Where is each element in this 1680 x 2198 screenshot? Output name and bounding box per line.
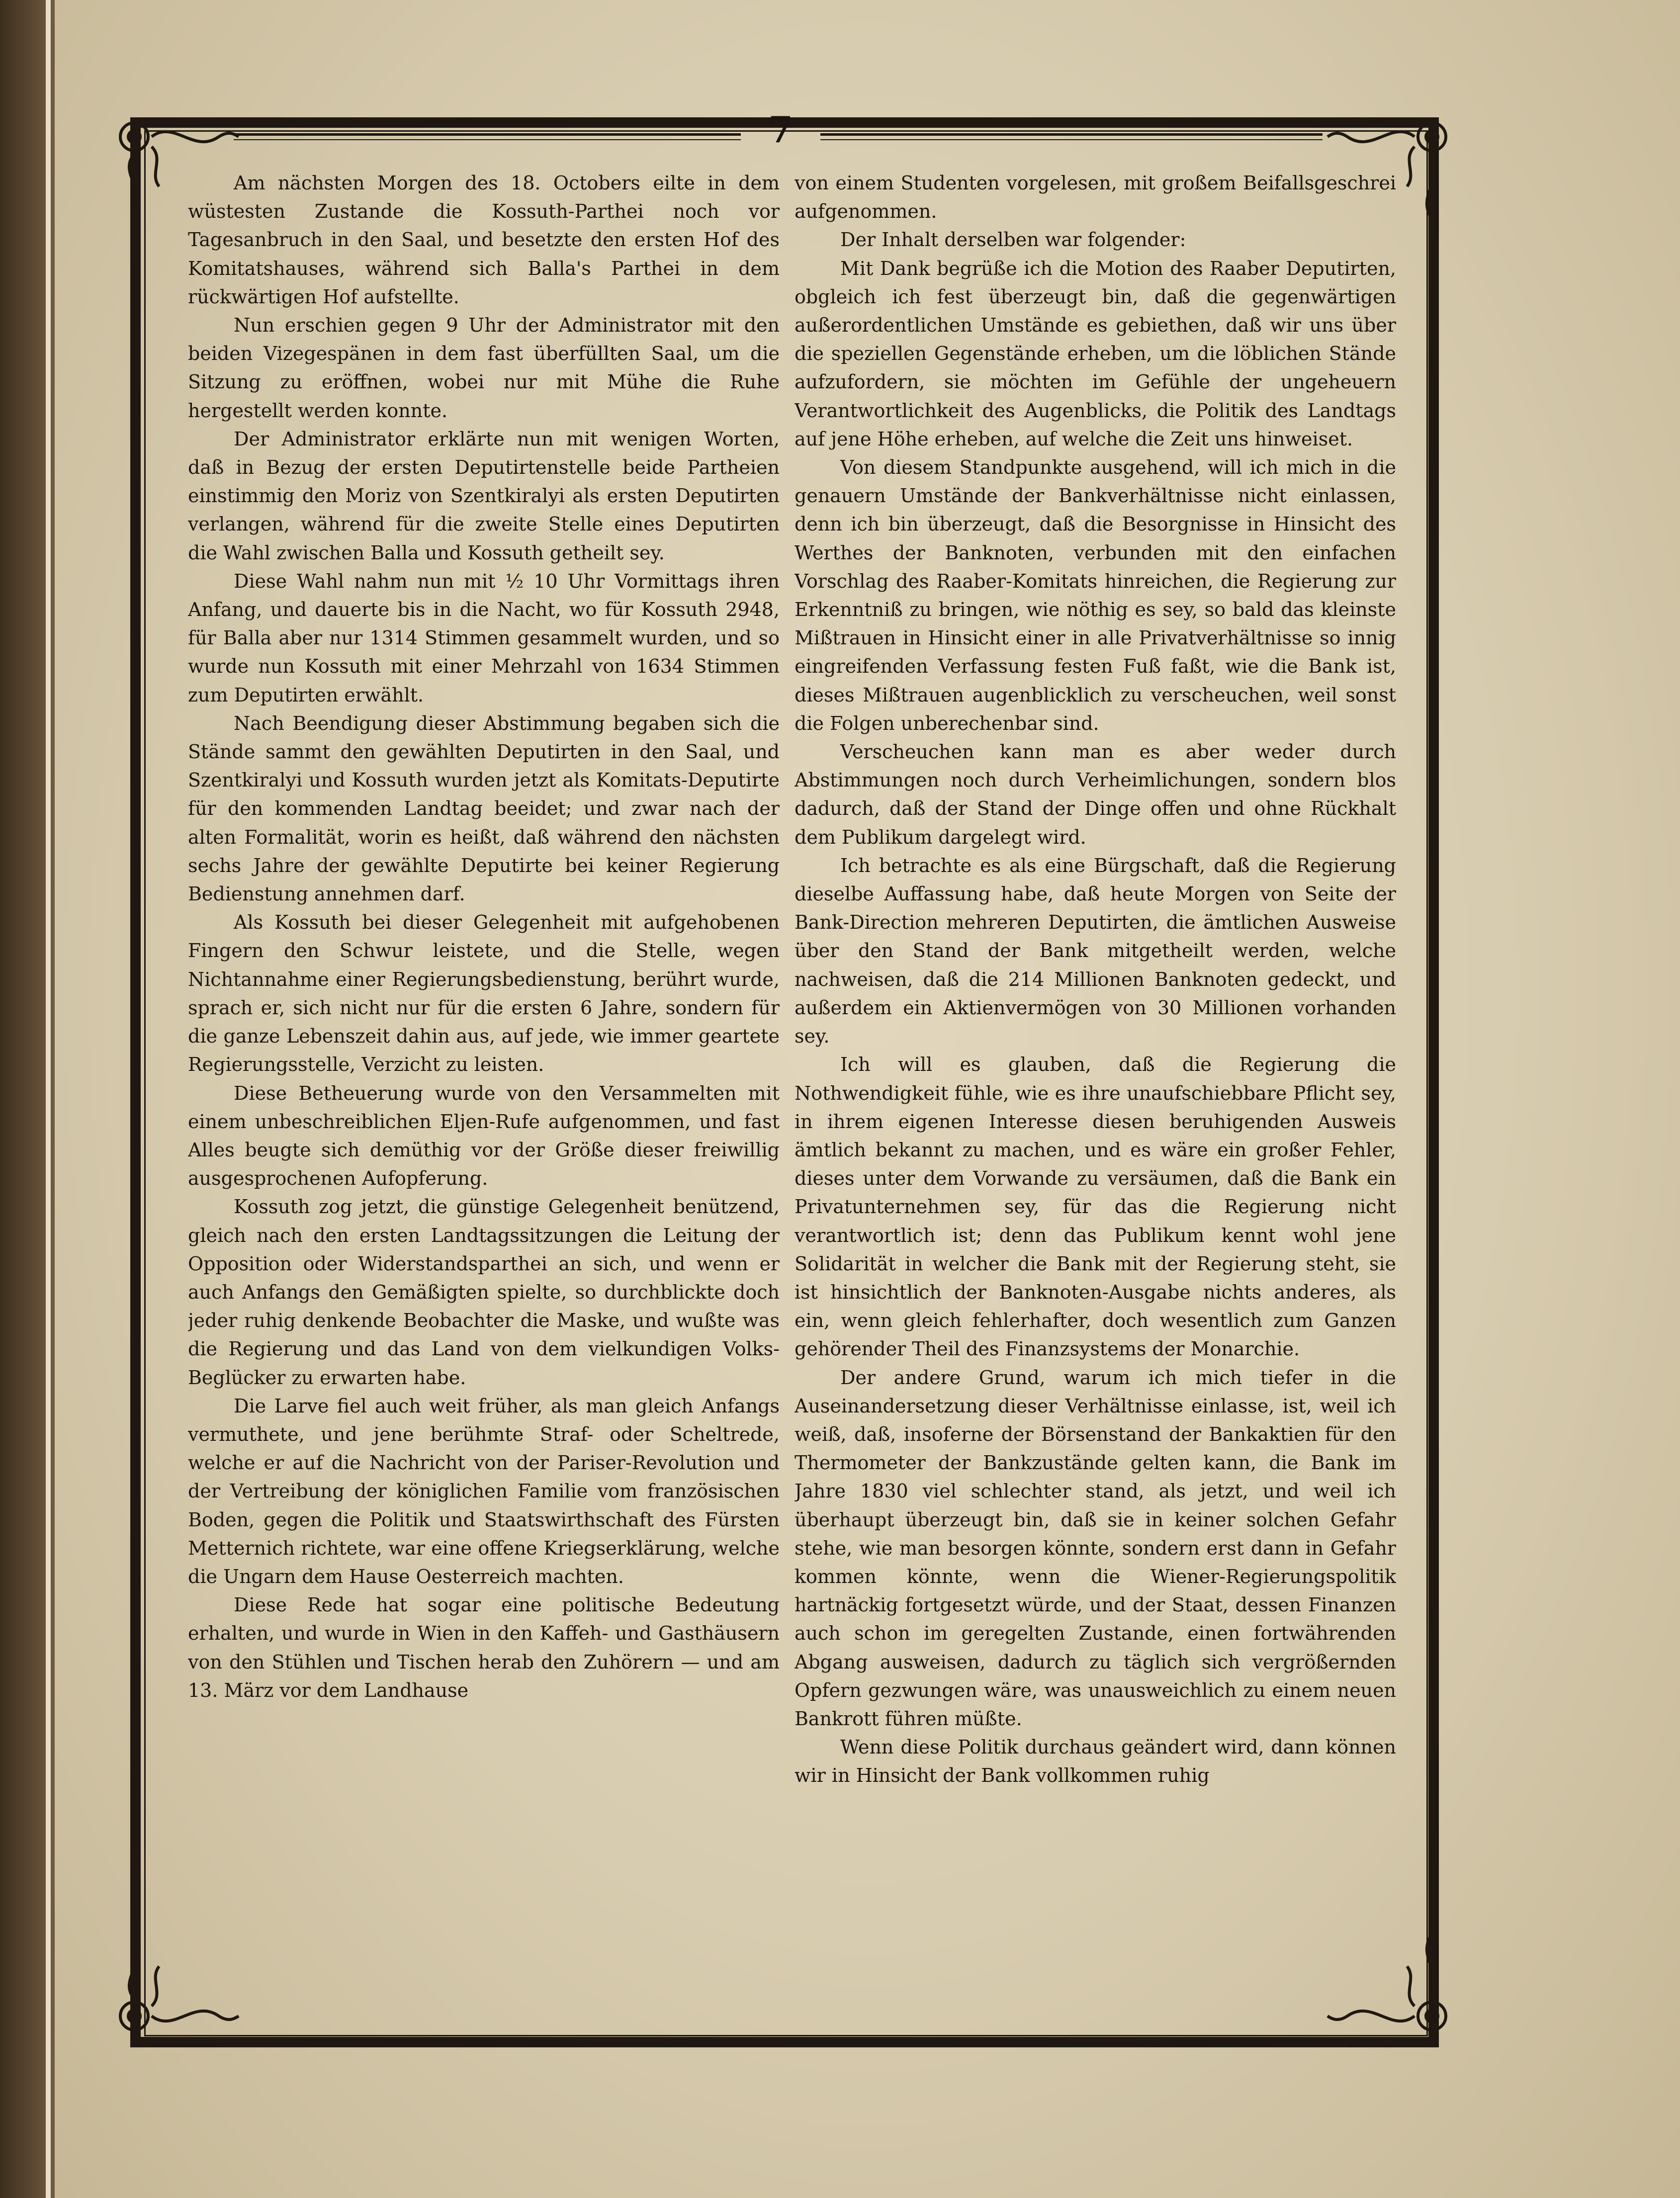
paragraph: Mit Dank begrüße ich die Motion des Raaber Deputirten, obgleich ich fest überzeugt bin, daß die gegenwärtigen außerordentlichen Umstände es gebiethen, daß wir uns über die speziellen Gegenstände erheben, um die löblichen Stände aufzufordern, sie möchten im Gefühle der ungeheuern Verantwortlichkeit des Augenblicks, die Politik des Landtags auf jene Höhe erheben, auf welche die Zeit uns hinweiset. (795, 257, 1396, 450)
paragraph: Als Kossuth bei dieser Gelegenheit mit aufgehobenen Fingern den Schwur leistete, und die Stelle, wegen Nichtannahme einer Regierungsbedienstung, berührt wurde, sprach er, sich nicht nur für die ersten 6 Jahre, sondern für die ganze Lebenszeit dahin aus, auf jede, wie immer geartete Regierungsstelle, Verzicht zu leisten. (188, 911, 780, 1076)
paragraph: Von diesem Standpunkte ausgehend, will ich mich in die genauern Umstände der Bankverhältnisse nicht einlassen, denn ich bin überzeugt, daß die Besorgnisse in Hinsicht des Werthes der Banknoten, verbunden mit den einfachen Vorschlag des Raaber-Komitats hinreichen, die Regierung zur Erkenntniß zu bringen, wie nöthig es sey, so bald das kleinste Mißtrauen in Hinsicht einer in alle Privatverhältnisse so innig eingreifenden Verfassung festen Fuß faßt, wie die Bank ist, dieses Mißtrauen augenblicklich zu verscheuchen, weil sonst die Folgen unberechenbar sind. (795, 456, 1396, 734)
paragraph: Kossuth zog jetzt, die günstige Gelegenheit benützend, gleich nach den ersten Landtagssitzungen die Leitung der Opposition oder Widerstandsparthei an sich, und wenn er auch Anfangs den Gemäßigten spielte, so durchblickte doch jeder ruhig denkende Beobachter die Maske, und wußte was die Regierung und das Land von dem vielkundigen Volks-Beglücker zu erwarten habe. (188, 1196, 780, 1389)
paragraph: Ich will es glauben, daß die Regierung die Nothwendigkeit fühle, wie es ihre unaufschiebbare Pflicht sey, in ihrem eigenen Interesse diesen beruhigenden Ausweis ämtlich bekannt zu machen, und es wäre ein großer Fehler, dieses unter dem Vorwande zu versäumen, daß die Bank ein Privatunternehmen sey, für das die Regierung nicht verantwortlich ist; denn das Publikum kennt wohl jene Solidarität in welcher die Bank mit der Regierung steht, sie ist hinsichtlich der Banknoten-Ausgabe nichts anderes, als ein, wenn gleich fehlerhafter, doch wesentlich zum Ganzen gehörender Theil des Finanzsystems der Monarchie. (795, 1054, 1396, 1360)
header-rule-left (234, 133, 741, 136)
paragraph: Diese Wahl nahm nun mit ½ 10 Uhr Vormittags ihren Anfang, und dauerte bis in die Nacht, wo für Kossuth 2948, für Balla aber nur 1314 Stimmen gesammelt wurden, und so wurde nun Kossuth mit einer Mehrzahl von 1634 Stimmen zum Deputirten erwählt. (188, 570, 780, 706)
paragraph: Verscheuchen kann man es aber weder durch Abstimmungen noch durch Verheimlichungen, sondern blos dadurch, daß der Stand der Dinge offen und ohne Rückhalt dem Publikum dargelegt wird. (795, 741, 1396, 848)
paragraph: Die Larve fiel auch weit früher, als man gleich Anfangs vermuthete, und jene berühmte Straf- oder Scheltrede, welche er auf die Nachricht von der Pariser-Revolution und der Vertreibung der königlichen Familie vom französischen Boden, gegen die Politik und Staatswirthschaft des Fürsten Metternich richtete, war eine offene Kriegserklärung, welche die Ungarn dem Hause Oesterreich machten. (188, 1395, 780, 1587)
paragraph: Der Inhalt derselben war folgender: (840, 229, 1186, 251)
paragraph: Wenn diese Politik durchaus geändert wird, dann können wir in Hinsicht der Bank vollkommen ruhig (795, 1736, 1396, 1787)
paragraph: Am nächsten Morgen des 18. Octobers eilte in dem wüstesten Zustande die Kossuth-Parthei noch vor Tagesanbruch in den Saal, und besetzte den ersten Hof des Komitatshauses, während sich Balla's Parthei in dem rückwärtigen Hof aufstellte. (188, 172, 780, 308)
paragraph: Diese Betheuerung wurde von den Versammelten mit einem unbeschreiblichen Eljen-Rufe aufgenommen, und fast Alles beugte sich demüthig vor der Größe dieser freiwillig ausgesprochenen Aufopferung. (188, 1082, 780, 1190)
paragraph: Der andere Grund, warum ich mich tiefer in die Auseinandersetzung dieser Verhältnisse einlasse, ist, weil ich weiß, daß, insoferne der Börsenstand der Bankaktien für den Thermometer der Bankzustände gelten kann, die Bank im Jahre 1830 viel schlechter stand, als jetzt, und weil ich überhaupt überzeugt bin, daß sie in keiner solchen Gefahr stehe, wie man besorgen könnte, sondern erst dann in Gefahr kommen könnte, wenn die Wiener-Regierungspolitik hartnäckig fortgesetzt würde, und der Staat, dessen Finanzen auch schon im geregelten Zustande, einen fortwährenden Abgang ausweisen, dadurch zu täglich sich vergrößernden Opfern gezwungen wäre, was unausweichlich zu einem neuen Bankrott führen müßte. (795, 1366, 1396, 1730)
right-column (795, 169, 1396, 1939)
paragraph: Der Administrator erklärte nun mit wenigen Worten, daß in Bezug der ersten Deputirtenstelle beide Partheien einstimmig den Moriz von Szentkiralyi als ersten Deputirten verlangen, während für die zweite Stelle eines Deputirten die Wahl zwischen Balla und Kossuth getheilt sey. (188, 428, 780, 564)
page-edge (46, 0, 51, 2198)
paragraph: Nun erschien gegen 9 Uhr der Administrator mit den beiden Vizegespänen in dem fast überfüllten Saal, um die Sitzung zu eröffnen, wobei nur mit Mühe die Ruhe hergestellt werden konnte. (188, 314, 780, 422)
paragraph: Diese Rede hat sogar eine politische Bedeutung erhalten, und wurde in Wien in den Kaffeh- und Gasthäusern von den Stühlen und Tischen herab den Zuhörern — und am 13. März vor dem Landhause (188, 1594, 780, 1701)
paragraph: Nach Beendigung dieser Abstimmung begaben sich die Stände sammt den gewählten Deputirten in den Saal, und Szentkiralyi und Kossuth wurden jetzt als Komitats-Deputirte für den kommenden Landtag beeidet; und zwar nach der alten Formalität, worin es heißt, daß während den nächsten sechs Jahre der gewählte Deputirte bei keiner Regierung Bedienstung annehmen darf. (188, 712, 780, 905)
paragraph: von einem Studenten vorgelesen, mit großem Beifallsgeschrei aufgenommen. (795, 172, 1396, 223)
page-number: 7 (768, 108, 794, 151)
paragraph: Ich betrachte es als eine Bürgschaft, daß die Regierung dieselbe Auffassung habe, daß heute Morgen von Seite der Bank-Direction mehreren Deputirten, die ämtlichen Ausweise über den Stand der Bank mitgetheilt werden, welche nachweisen, daß die 214 Millionen Banknoten gedeckt, und außerdem ein Aktienvermögen von 30 Millionen vorhanden sey. (795, 854, 1396, 1048)
header-rule-right (820, 133, 1323, 136)
left-column (188, 169, 780, 1939)
